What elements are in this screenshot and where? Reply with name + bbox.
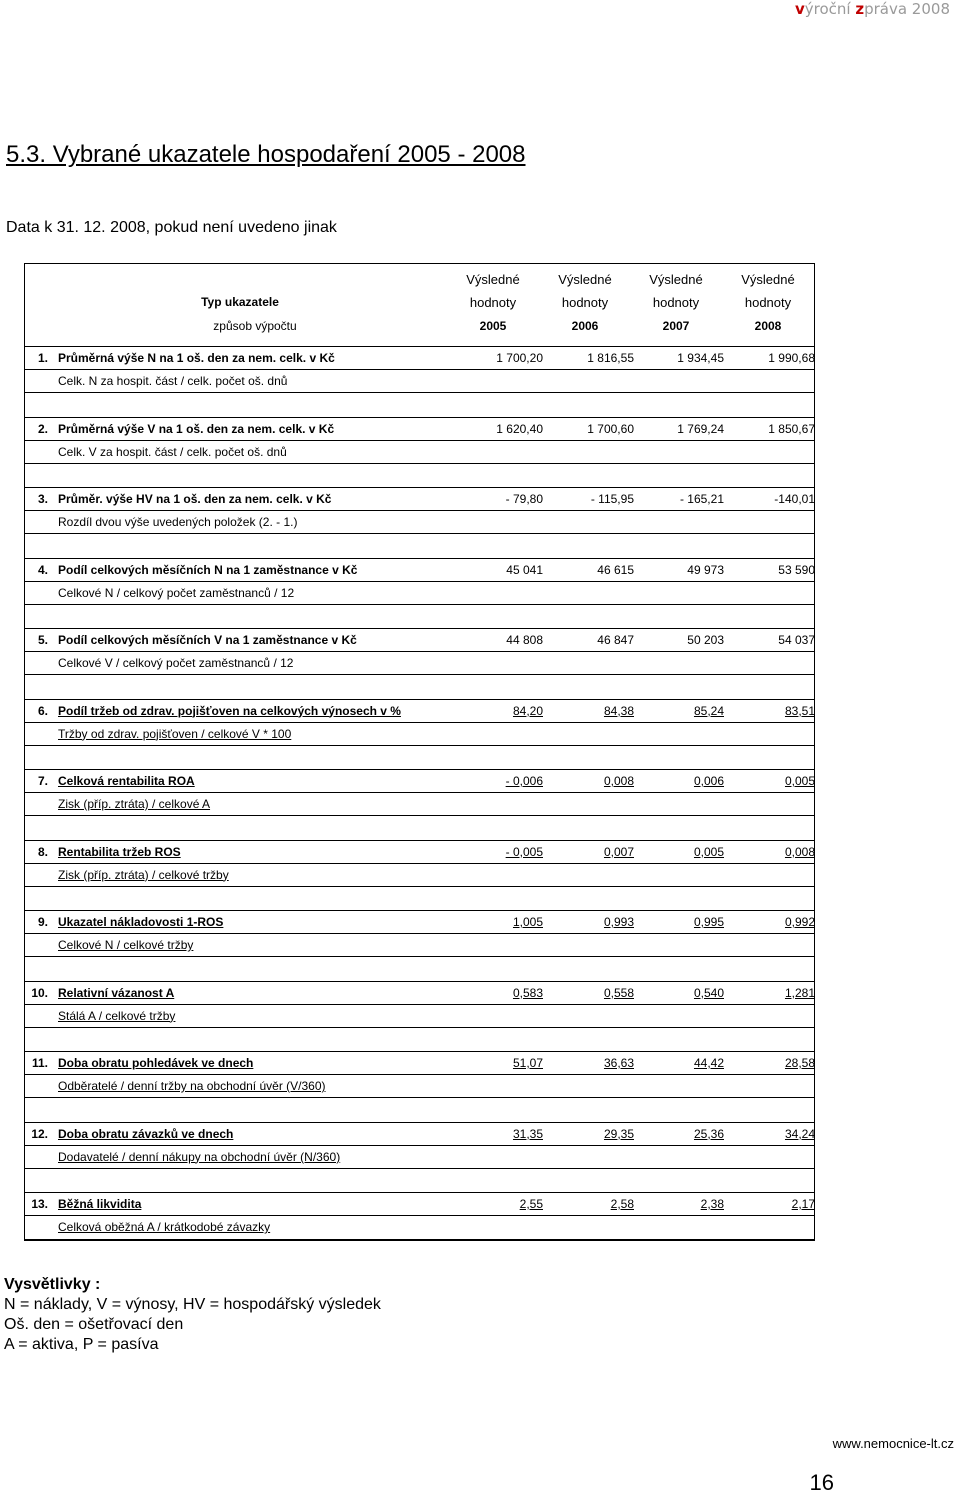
indicator-row-group: [24, 346, 815, 417]
row-number: 4.: [37, 562, 48, 577]
indicator-formula: Celkové N / celkové tržby: [58, 938, 194, 952]
spacer-row: [24, 604, 815, 629]
indicator-row-group: [24, 417, 815, 488]
indicator-value: 34,24: [784, 1126, 815, 1141]
column-header-year: 2006: [571, 319, 599, 333]
indicator-formula: Celk. V za hospit. část / celk. počet oš. dnů: [58, 444, 287, 459]
table-row: [24, 933, 815, 957]
row-number: 3.: [37, 492, 48, 506]
indicator-value: 2,55: [519, 1197, 543, 1211]
indicator-formula: Zisk (příp. ztráta) / celkové tržby: [58, 867, 229, 882]
column-header-year: 2007: [662, 319, 690, 333]
table-row: [24, 1074, 815, 1098]
indicator-value: 45 041: [506, 562, 543, 577]
indicator-value: 84,38: [603, 703, 634, 718]
column-header-line2: hodnoty: [469, 295, 517, 310]
legend-title: Vysvětlivky :: [4, 1276, 101, 1293]
indicator-row-group: [24, 699, 815, 770]
spacer-row: [24, 463, 815, 488]
indicator-value: - 79,80: [505, 492, 543, 506]
row-number: 13.: [31, 1197, 48, 1211]
indicator-value: 50 203: [687, 633, 724, 647]
table-row: [24, 1004, 815, 1028]
row-number: 9.: [37, 915, 48, 929]
indicator-row-group: [24, 628, 815, 699]
indicator-value: 1 990,68: [768, 351, 815, 365]
indicator-value: 0,583: [512, 985, 543, 1000]
indicator-value: 85,24: [693, 703, 724, 718]
column-header-line2: hodnoty: [744, 295, 792, 310]
indicator-value: 0,005: [784, 774, 815, 788]
row-number: 2.: [37, 421, 48, 436]
row-number: 10.: [31, 985, 48, 1000]
spacer-row: [24, 674, 815, 699]
indicator-value: 1 700,60: [587, 421, 634, 436]
table-row: [24, 440, 815, 464]
brand-initial-z: z: [855, 0, 865, 18]
brand-text-1: ýroční: [804, 0, 856, 18]
column-header-line1: Výsledné: [558, 272, 612, 287]
indicator-value: 2,38: [700, 1197, 724, 1211]
indicator-value: 49 973: [687, 562, 724, 577]
indicator-name: Celková rentabilita ROA: [58, 774, 195, 788]
indicator-row-group: [24, 1051, 815, 1122]
indicator-value: 0,993: [603, 915, 634, 929]
subtitle: Data k 31. 12. 2008, pokud není uvedeno jinak: [6, 219, 337, 236]
indicator-value: - 115,95: [590, 492, 634, 506]
indicator-formula: Tržby od zdrav. pojišťoven / celkové V * 100: [58, 726, 292, 741]
table-row: [24, 722, 815, 746]
indicator-value: 2,17: [791, 1197, 815, 1211]
section-title: 5.3. Vybrané ukazatele hospodaření 2005 - 2008: [6, 141, 526, 168]
indicator-value: 0,006: [693, 774, 724, 788]
table-row: [24, 628, 815, 652]
table-row: [24, 651, 815, 675]
row-number: 7.: [37, 774, 48, 788]
legend-line: N = náklady, V = výnosy, HV = hospodářský výsledek: [4, 1296, 381, 1313]
indicator-row-group: [24, 1122, 815, 1193]
indicator-value: -140,01: [774, 492, 815, 506]
indicator-value: 2,58: [610, 1197, 634, 1211]
indicator-value: 1,005: [512, 915, 543, 929]
table-row: [24, 981, 815, 1005]
table-row: [24, 1192, 815, 1216]
table-header: [24, 263, 815, 346]
indicator-name: Doba obratu pohledávek ve dnech: [58, 1056, 254, 1070]
table-row: [24, 417, 815, 441]
page-number: 16: [809, 1470, 834, 1495]
table-row: [24, 840, 815, 864]
spacer-row: [24, 815, 815, 840]
spacer-row: [24, 886, 815, 911]
spacer-row: [24, 1168, 815, 1193]
table-row: [24, 558, 815, 582]
row-number: 1.: [37, 351, 48, 365]
table-row: [24, 369, 815, 393]
spacer-row: [24, 392, 815, 417]
indicator-value: 25,36: [693, 1126, 724, 1141]
row-number: 12.: [31, 1126, 48, 1141]
column-header-line1: Výsledné: [741, 272, 795, 287]
indicator-formula: Dodavatelé / denní nákupy na obchodní úvěr (N/360): [58, 1149, 341, 1164]
indicator-row-group: [24, 769, 815, 840]
indicator-name: Běžná likvidita: [58, 1197, 142, 1211]
table-row: [24, 792, 815, 816]
indicator-value: 0,008: [784, 844, 815, 859]
indicator-value: 0,005: [693, 844, 724, 859]
indicator-row-group: [24, 487, 815, 558]
legend: [4, 1275, 381, 1355]
table-row: [24, 1051, 815, 1075]
indicator-formula: Stálá A / celkové tržby: [58, 1008, 176, 1023]
spacer-row: [24, 1097, 815, 1122]
indicator-value: - 0,005: [505, 844, 543, 859]
indicator-name: Podíl celkových měsíčních N na 1 zaměstnance v Kč: [58, 562, 358, 577]
indicator-value: 0,992: [784, 915, 815, 929]
indicator-value: 54 037: [778, 633, 815, 647]
spacer-row: [24, 745, 815, 770]
indicator-value: 53 590: [778, 562, 815, 577]
indicators-table: [24, 263, 815, 1263]
row-number: 5.: [37, 633, 48, 647]
column-header-year: 2005: [479, 319, 507, 333]
spacer-row: [24, 533, 815, 558]
legend-line: A = aktiva, P = pasíva: [4, 1336, 159, 1353]
indicator-name: Průměrná výše N na 1 oš. den za nem. celk. v Kč: [58, 351, 335, 365]
row-number: 6.: [37, 703, 48, 718]
table-row: [24, 699, 815, 723]
spacer-row: [24, 1027, 815, 1052]
table-row: [24, 487, 815, 511]
table-row: [24, 1122, 815, 1146]
indicator-formula: Celkové N / celkový počet zaměstnanců / 12: [58, 585, 295, 600]
indicator-name: Průměrná výše V na 1 oš. den za nem. celk. v Kč: [58, 421, 335, 436]
table-row: [24, 581, 815, 605]
indicator-value: 36,63: [603, 1056, 634, 1070]
indicator-value: 44 808: [506, 633, 543, 647]
indicator-row-group: [24, 910, 815, 981]
table-row: [24, 1145, 815, 1169]
spacer-row: [24, 956, 815, 981]
indicator-formula: Celková oběžná A / krátkodobé závazky: [58, 1220, 271, 1234]
indicator-value: 46 615: [597, 562, 634, 577]
indicator-value: 0,540: [693, 985, 724, 1000]
type-label: Typ ukazatele: [201, 295, 279, 309]
indicator-value: 1 934,45: [677, 351, 724, 365]
indicator-name: Průměr. výše HV na 1 oš. den za nem. celk. v Kč: [58, 492, 332, 506]
indicator-value: 1 850,67: [768, 421, 815, 436]
table-row: [24, 1215, 815, 1241]
indicator-value: 28,58: [784, 1056, 815, 1070]
indicator-value: 83,51: [784, 703, 815, 718]
indicator-value: 0,558: [603, 985, 634, 1000]
indicator-formula: Zisk (příp. ztráta) / celkové A: [58, 797, 211, 811]
indicator-value: 0,007: [603, 844, 634, 859]
indicator-value: 84,20: [512, 703, 543, 718]
indicator-name: Relativní vázanost A: [58, 985, 175, 1000]
indicator-value: - 165,21: [679, 492, 724, 506]
indicator-value: - 0,006: [505, 774, 543, 788]
table-row: [24, 346, 815, 370]
indicator-name: Rentabilita tržeb ROS: [58, 844, 181, 859]
indicator-value: 29,35: [603, 1126, 634, 1141]
indicator-value: 1 700,20: [496, 351, 543, 365]
indicator-row-group: [24, 840, 815, 911]
table-body: [24, 346, 815, 1263]
indicator-value: 51,07: [512, 1056, 543, 1070]
indicator-formula: Odběratelé / denní tržby na obchodní úvěr (V/360): [58, 1079, 326, 1093]
footer-url: www.nemocnice-lt.cz: [832, 1436, 954, 1451]
table-row: [24, 510, 815, 534]
table-row: [24, 910, 815, 934]
column-header-line1: Výsledné: [649, 272, 703, 287]
column-header-line1: Výsledné: [466, 272, 520, 287]
indicator-row-group: [24, 1192, 815, 1263]
indicator-formula: Celk. N za hospit. část / celk. počet oš. dnů: [58, 374, 288, 388]
report-brand: [795, 0, 950, 18]
indicator-name: Podíl celkových měsíčních V na 1 zaměstnance v Kč: [58, 633, 357, 647]
indicator-name: Podíl tržeb od zdrav. pojišťoven na celkových výnosech v %: [58, 703, 401, 718]
indicator-value: 1 816,55: [587, 351, 634, 365]
table-row: [24, 769, 815, 793]
method-label: způsob výpočtu: [213, 319, 297, 333]
legend-line: Oš. den = ošetřovací den: [4, 1316, 184, 1333]
indicator-name: Ukazatel nákladovosti 1-ROS: [58, 915, 224, 929]
row-number: 11.: [31, 1056, 48, 1070]
column-header-line2: hodnoty: [652, 295, 700, 310]
indicator-value: 1 620,40: [496, 421, 543, 436]
indicator-formula: Rozdíl dvou výše uvedených položek (2. - 1.): [58, 515, 298, 529]
indicator-value: 1 769,24: [677, 421, 724, 436]
indicator-value: 46 847: [597, 633, 634, 647]
indicator-value: 0,995: [693, 915, 724, 929]
indicator-value: 0,008: [603, 774, 634, 788]
indicator-row-group: [24, 558, 815, 629]
indicator-value: 1,281: [784, 985, 815, 1000]
indicator-row-group: [24, 981, 815, 1052]
indicator-formula: Celkové V / celkový počet zaměstnanců / 12: [58, 656, 294, 670]
column-header-line2: hodnoty: [561, 295, 609, 310]
table-row: [24, 863, 815, 887]
column-header-year: 2008: [754, 319, 782, 333]
indicator-value: 44,42: [693, 1056, 724, 1070]
row-number: 8.: [37, 844, 48, 859]
indicator-name: Doba obratu závazků ve dnech: [58, 1126, 234, 1141]
brand-text-2: práva 2008: [864, 0, 950, 18]
indicator-value: 31,35: [512, 1126, 543, 1141]
brand-initial-v: v: [794, 0, 805, 18]
